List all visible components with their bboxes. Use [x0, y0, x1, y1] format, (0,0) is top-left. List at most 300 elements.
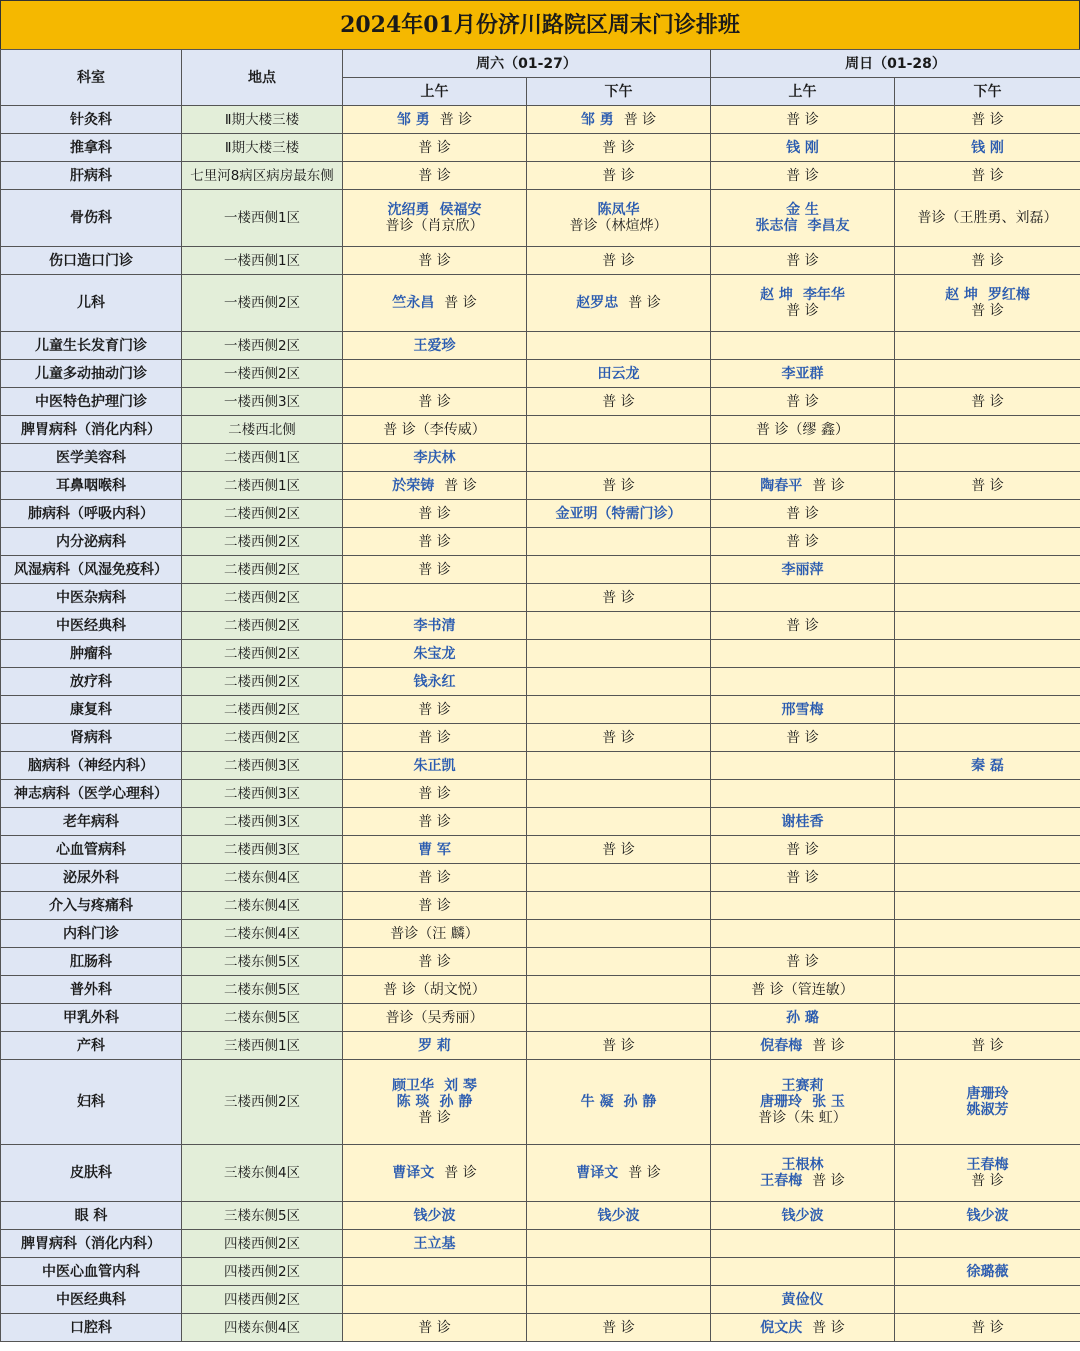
cell-line — [897, 210, 1078, 226]
schedule-cell-sat-am — [343, 808, 527, 836]
cell-line — [529, 366, 708, 382]
location: 二楼西侧2区 — [182, 640, 343, 668]
schedule-cell-sun-am — [711, 1032, 895, 1060]
header-saturday: 周六（01-27） — [343, 50, 711, 78]
doctor-name: 李丽萍 — [781, 561, 824, 578]
schedule-cell-sun-am — [711, 1202, 895, 1230]
dept-name: 肺病科（呼吸内科） — [1, 500, 182, 528]
general-clinic: 普 诊 — [439, 111, 473, 128]
cell-line — [713, 202, 892, 218]
cell-line — [529, 295, 708, 311]
schedule-cell-sun-pm — [895, 472, 1080, 500]
dept-name: 内分泌病科 — [1, 528, 182, 556]
schedule-cell-sun-pm — [895, 696, 1080, 724]
schedule-cell-sat-pm — [527, 1314, 711, 1342]
schedule-cell-sat-am — [343, 556, 527, 584]
schedule-cell-sat-am — [343, 1314, 527, 1342]
general-clinic: 普 诊 — [786, 252, 819, 269]
general-clinic: 普 诊 — [418, 167, 451, 184]
location: 二楼西侧1区 — [182, 444, 343, 472]
schedule-cell-sat-pm — [527, 836, 711, 864]
location: 三楼西侧1区 — [182, 1032, 343, 1060]
header-sun-am: 上午 — [711, 78, 895, 106]
general-clinic: 普 诊（李传威） — [383, 421, 486, 438]
general-clinic: 普 诊 — [628, 1165, 661, 1181]
cell-line — [713, 1010, 892, 1026]
cell-line — [713, 1320, 892, 1336]
header-location: 地点 — [182, 50, 343, 106]
cell-line — [345, 758, 524, 774]
location: 二楼东侧5区 — [182, 948, 343, 976]
general-clinic: 普 诊 — [444, 1165, 477, 1181]
schedule-cell-sat-pm — [527, 920, 711, 948]
schedule-cell-sat-pm — [527, 1004, 711, 1032]
doctor-name: 曹译文 — [576, 1165, 619, 1181]
schedule-cell-sun-am — [711, 1286, 895, 1314]
dept-name: 肛肠科 — [1, 948, 182, 976]
schedule-cell-sat-pm — [527, 556, 711, 584]
schedule-cell-sat-pm — [527, 948, 711, 976]
doctor-name: 沈绍勇 — [387, 202, 430, 218]
location: 三楼东侧4区 — [182, 1145, 343, 1202]
cell-line — [713, 870, 892, 886]
schedule-cell-sat-am — [343, 892, 527, 920]
doctor-name: 钱 刚 — [786, 139, 819, 156]
cell-line — [345, 954, 524, 970]
schedule-cell-sun-pm — [895, 780, 1080, 808]
table-row — [1, 864, 1080, 892]
cell-line — [345, 674, 524, 690]
cell-line — [713, 534, 892, 550]
header-sunday: 周日（01-28） — [711, 50, 1080, 78]
location: 一楼西侧1区 — [182, 190, 343, 247]
general-clinic: 普 诊 — [812, 477, 845, 494]
doctor-name: 陈 琰 — [396, 1094, 430, 1110]
cell-line — [713, 1208, 892, 1224]
schedule-cell-sun-pm — [895, 388, 1080, 416]
dept-name: 中医心血管内科 — [1, 1258, 182, 1286]
schedule-cell-sat-pm — [527, 190, 711, 247]
schedule-cell-sun-am — [711, 472, 895, 500]
general-clinic: 普 诊 — [418, 729, 451, 746]
schedule-cell-sat-am — [343, 864, 527, 892]
schedule-cell-sat-pm — [527, 388, 711, 416]
table-row — [1, 668, 1080, 696]
schedule-cell-sun-pm — [895, 1004, 1080, 1032]
schedule-cell-sat-pm — [527, 584, 711, 612]
schedule-cell-sat-am — [343, 640, 527, 668]
general-clinic: 普 诊 — [602, 393, 635, 410]
cell-line — [713, 1094, 892, 1110]
doctor-name: 侯福安 — [439, 202, 482, 218]
cell-line — [345, 898, 524, 914]
schedule-cell-sat-pm — [527, 724, 711, 752]
schedule-cell-sun-pm — [895, 836, 1080, 864]
schedule-cell-sun-am — [711, 696, 895, 724]
doctor-name: 倪文庆 — [760, 1319, 803, 1336]
dept-name: 医学美容科 — [1, 444, 182, 472]
doctor-name: 陈凤华 — [597, 202, 640, 218]
general-clinic: 普 诊 — [444, 477, 477, 494]
table-row — [1, 500, 1080, 528]
cell-line — [713, 1173, 892, 1189]
general-clinic: 普 诊 — [971, 1037, 1004, 1054]
schedule-cell-sun-am — [711, 275, 895, 332]
table-row — [1, 190, 1080, 247]
cell-line — [897, 1264, 1078, 1280]
cell-line — [529, 1094, 708, 1110]
cell-line — [345, 842, 524, 858]
schedule-cell-sat-pm — [527, 444, 711, 472]
cell-line — [529, 506, 708, 522]
schedule-cell-sun-am — [711, 1060, 895, 1145]
schedule-cell-sat-am — [343, 247, 527, 275]
doctor-name: 顾卫华 — [392, 1078, 435, 1094]
dept-name: 内科门诊 — [1, 920, 182, 948]
schedule-cell-sat-pm — [527, 1202, 711, 1230]
general-clinic: 普 诊 — [786, 841, 819, 858]
dept-name: 神志病科（医学心理科） — [1, 780, 182, 808]
doctor-name: 张 玉 — [812, 1094, 845, 1110]
dept-name: 伤口造口门诊 — [1, 247, 182, 275]
doctor-name: 田云龙 — [597, 365, 640, 382]
table-row — [1, 360, 1080, 388]
dept-name: 口腔科 — [1, 1314, 182, 1342]
table-row — [1, 836, 1080, 864]
schedule-cell-sun-am — [711, 752, 895, 780]
dept-name: 脾胃病科（消化内科） — [1, 1230, 182, 1258]
dept-name: 儿科 — [1, 275, 182, 332]
schedule-cell-sun-pm — [895, 724, 1080, 752]
table-row — [1, 1202, 1080, 1230]
doctor-name: 钱少波 — [413, 1207, 456, 1224]
schedule-cell-sat-am — [343, 134, 527, 162]
cell-line — [529, 218, 708, 234]
location: 二楼东侧4区 — [182, 920, 343, 948]
cell-line — [713, 1110, 892, 1126]
cell-line — [529, 478, 708, 494]
cell-line — [897, 1157, 1078, 1173]
schedule-cell-sat-am — [343, 416, 527, 444]
doctor-name: 邢雪梅 — [781, 701, 824, 718]
table-row — [1, 1004, 1080, 1032]
dept-name: 肿瘤科 — [1, 640, 182, 668]
schedule-cell-sat-am — [343, 444, 527, 472]
general-clinic: 普诊（朱 虹） — [758, 1110, 847, 1126]
cell-line — [897, 253, 1078, 269]
cell-line — [897, 112, 1078, 128]
cell-line — [713, 366, 892, 382]
cell-line — [345, 646, 524, 662]
dept-name: 介入与疼痛科 — [1, 892, 182, 920]
cell-line — [529, 253, 708, 269]
table-row — [1, 275, 1080, 332]
location: 二楼东侧5区 — [182, 976, 343, 1004]
cell-line — [713, 253, 892, 269]
location: 四楼西侧2区 — [182, 1258, 343, 1286]
table-row — [1, 106, 1080, 134]
dept-name: 脑病科（神经内科） — [1, 752, 182, 780]
doctor-name: 孙 璐 — [786, 1009, 819, 1026]
cell-line — [897, 1102, 1078, 1118]
schedule-cell-sun-am — [711, 444, 895, 472]
cell-line — [345, 168, 524, 184]
table-row — [1, 1032, 1080, 1060]
schedule-cell-sun-pm — [895, 500, 1080, 528]
doctor-name: 曹译文 — [392, 1165, 435, 1181]
schedule-cell-sat-am — [343, 1286, 527, 1314]
location: 二楼西侧2区 — [182, 556, 343, 584]
doctor-name: 张志信 — [755, 218, 798, 234]
cell-line — [713, 562, 892, 578]
schedule-cell-sat-am — [343, 1032, 527, 1060]
dept-name: 泌尿外科 — [1, 864, 182, 892]
schedule-cell-sat-am — [343, 836, 527, 864]
general-clinic: 普 诊 — [602, 1037, 635, 1054]
general-clinic: 普诊（肖京欣） — [385, 218, 484, 234]
doctor-name: 赵 坤 — [760, 287, 793, 303]
dept-name: 肾病科 — [1, 724, 182, 752]
schedule-cell-sun-pm — [895, 584, 1080, 612]
schedule-cell-sat-am — [343, 360, 527, 388]
cell-line — [345, 202, 524, 218]
schedule-cell-sun-am — [711, 668, 895, 696]
doctor-name: 朱宝龙 — [413, 645, 456, 662]
cell-line — [897, 1038, 1078, 1054]
location: Ⅱ期大楼三楼 — [182, 134, 343, 162]
general-clinic: 普 诊 — [602, 729, 635, 746]
schedule-cell-sun-pm — [895, 1202, 1080, 1230]
schedule-cell-sat-pm — [527, 976, 711, 1004]
table-row — [1, 1286, 1080, 1314]
header-dept: 科室 — [1, 50, 182, 106]
cell-line — [345, 506, 524, 522]
schedule-cell-sun-am — [711, 836, 895, 864]
dept-name: 产科 — [1, 1032, 182, 1060]
cell-line — [345, 1010, 524, 1026]
general-clinic: 普 诊 — [602, 167, 635, 184]
general-clinic: 普 诊 — [602, 1319, 635, 1336]
schedule-cell-sat-am — [343, 1258, 527, 1286]
cell-line — [713, 112, 892, 128]
schedule-cell-sun-am — [711, 1314, 895, 1342]
cell-line — [713, 954, 892, 970]
table-row — [1, 920, 1080, 948]
general-clinic: 普 诊 — [418, 701, 451, 718]
table-row — [1, 584, 1080, 612]
schedule-cell-sat-pm — [527, 332, 711, 360]
schedule-cell-sat-pm — [527, 162, 711, 190]
cell-line — [529, 1038, 708, 1054]
dept-name: 肝病科 — [1, 162, 182, 190]
doctor-name: 孙 静 — [439, 1094, 473, 1110]
schedule-cell-sun-pm — [895, 976, 1080, 1004]
general-clinic: 普 诊 — [418, 393, 451, 410]
schedule-cell-sun-pm — [895, 332, 1080, 360]
cell-line — [713, 394, 892, 410]
schedule-cell-sat-pm — [527, 106, 711, 134]
schedule-cell-sat-am — [343, 780, 527, 808]
schedule-cell-sat-am — [343, 1230, 527, 1258]
schedule-cell-sat-pm — [527, 500, 711, 528]
cell-line — [529, 1165, 708, 1181]
cell-line — [345, 534, 524, 550]
doctor-name: 秦 磊 — [971, 757, 1004, 774]
location: 二楼西侧2区 — [182, 612, 343, 640]
schedule-cell-sun-am — [711, 864, 895, 892]
dept-name: 推拿科 — [1, 134, 182, 162]
dept-name: 骨伤科 — [1, 190, 182, 247]
dept-name: 老年病科 — [1, 808, 182, 836]
doctor-name: 徐璐薇 — [966, 1263, 1009, 1280]
cell-line — [345, 422, 524, 438]
doctor-name: 王春梅 — [966, 1157, 1009, 1173]
schedule-cell-sun-pm — [895, 106, 1080, 134]
cell-line — [529, 842, 708, 858]
general-clinic: 普 诊 — [602, 589, 635, 606]
schedule-cell-sun-am — [711, 1145, 895, 1202]
schedule-cell-sun-am — [711, 1004, 895, 1032]
doctor-name: 李年华 — [802, 287, 845, 303]
general-clinic: 普诊（吴秀丽） — [385, 1009, 484, 1026]
schedule-cell-sat-am — [343, 1202, 527, 1230]
doctor-name: 陶春平 — [760, 477, 803, 494]
schedule-cell-sun-am — [711, 416, 895, 444]
table-row — [1, 612, 1080, 640]
schedule-cell-sat-pm — [527, 1286, 711, 1314]
schedule-cell-sun-pm — [895, 1258, 1080, 1286]
table-row — [1, 892, 1080, 920]
cell-line — [345, 870, 524, 886]
general-clinic: 普诊（王胜勇、刘磊） — [917, 210, 1058, 226]
general-clinic: 普 诊 — [418, 505, 451, 522]
general-clinic: 普 诊 — [786, 393, 819, 410]
doctor-name: 李昌友 — [807, 218, 850, 234]
cell-line — [713, 140, 892, 156]
schedule-cell-sun-pm — [895, 948, 1080, 976]
dept-name: 放疗科 — [1, 668, 182, 696]
schedule-cell-sat-am — [343, 724, 527, 752]
general-clinic: 普 诊 — [786, 533, 819, 550]
schedule-cell-sun-pm — [895, 134, 1080, 162]
general-clinic: 普 诊（管连敏） — [751, 981, 854, 998]
schedule-cell-sat-am — [343, 584, 527, 612]
dept-name: 儿童多动抽动门诊 — [1, 360, 182, 388]
cell-line — [345, 702, 524, 718]
doctor-name: 王爱珍 — [413, 337, 456, 354]
schedule-cell-sun-am — [711, 584, 895, 612]
cell-line — [713, 842, 892, 858]
location: 一楼西侧2区 — [182, 332, 343, 360]
table-row — [1, 556, 1080, 584]
doctor-name: 竺永昌 — [392, 295, 435, 311]
cell-line — [345, 786, 524, 802]
schedule-cell-sun-am — [711, 612, 895, 640]
general-clinic: 普 诊 — [418, 897, 451, 914]
doctor-name: 唐珊玲 — [966, 1086, 1009, 1102]
cell-line — [345, 295, 524, 311]
location: 二楼西侧2区 — [182, 584, 343, 612]
doctor-name: 赵 坤 — [945, 287, 978, 303]
header-sat-am: 上午 — [343, 78, 527, 106]
table-row — [1, 162, 1080, 190]
dept-name: 脾胃病科（消化内科） — [1, 416, 182, 444]
schedule-cell-sun-pm — [895, 640, 1080, 668]
schedule-cell-sun-pm — [895, 864, 1080, 892]
schedule-cell-sun-am — [711, 808, 895, 836]
general-clinic: 普 诊 — [418, 869, 451, 886]
cell-line — [897, 287, 1078, 303]
table-row — [1, 780, 1080, 808]
schedule-cell-sat-pm — [527, 472, 711, 500]
location: 二楼东侧4区 — [182, 892, 343, 920]
location: 二楼西侧3区 — [182, 752, 343, 780]
cell-line — [529, 140, 708, 156]
cell-line — [897, 394, 1078, 410]
general-clinic: 普 诊 — [786, 729, 819, 746]
schedule-cell-sat-pm — [527, 696, 711, 724]
cell-line — [345, 1038, 524, 1054]
cell-line — [529, 590, 708, 606]
location: 二楼西侧3区 — [182, 808, 343, 836]
doctor-name: 王根林 — [781, 1157, 824, 1173]
doctor-name: 赵罗忠 — [576, 295, 619, 311]
cell-line — [713, 506, 892, 522]
schedule-cell-sun-am — [711, 190, 895, 247]
dept-name: 心血管病科 — [1, 836, 182, 864]
cell-line — [713, 478, 892, 494]
cell-line — [345, 618, 524, 634]
cell-line — [897, 140, 1078, 156]
schedule-cell-sun-am — [711, 556, 895, 584]
doctor-name: 钱少波 — [597, 1207, 640, 1224]
schedule-cell-sun-pm — [895, 752, 1080, 780]
cell-line — [529, 202, 708, 218]
cell-line — [345, 1110, 524, 1126]
schedule-cell-sat-am — [343, 106, 527, 134]
location: 二楼东侧4区 — [182, 864, 343, 892]
location: 二楼西北侧 — [182, 416, 343, 444]
doctor-name: 邹 勇 — [580, 111, 614, 128]
schedule-cell-sun-am — [711, 640, 895, 668]
schedule-cell-sat-pm — [527, 1060, 711, 1145]
dept-name: 普外科 — [1, 976, 182, 1004]
table-row — [1, 134, 1080, 162]
general-clinic: 普 诊 — [418, 252, 451, 269]
schedule-cell-sun-am — [711, 1230, 895, 1258]
general-clinic: 普 诊 — [971, 111, 1004, 128]
schedule-cell-sun-pm — [895, 247, 1080, 275]
schedule-cell-sat-pm — [527, 808, 711, 836]
schedule-table — [0, 49, 1080, 1342]
schedule-cell-sun-am — [711, 892, 895, 920]
schedule-cell-sun-am — [711, 780, 895, 808]
location: 二楼西侧1区 — [182, 472, 343, 500]
schedule-cell-sun-pm — [895, 808, 1080, 836]
general-clinic: 普 诊 — [602, 139, 635, 156]
schedule-cell-sun-pm — [895, 528, 1080, 556]
doctor-name: 李庆林 — [413, 449, 456, 466]
schedule-cell-sun-pm — [895, 444, 1080, 472]
cell-line — [529, 1320, 708, 1336]
location: 二楼西侧2区 — [182, 500, 343, 528]
cell-line — [713, 1038, 892, 1054]
cell-line — [345, 1236, 524, 1252]
header-sun-pm: 下午 — [895, 78, 1080, 106]
general-clinic: 普诊（林煊烨） — [569, 218, 668, 234]
cell-line — [713, 287, 892, 303]
general-clinic: 普 诊 — [418, 561, 451, 578]
